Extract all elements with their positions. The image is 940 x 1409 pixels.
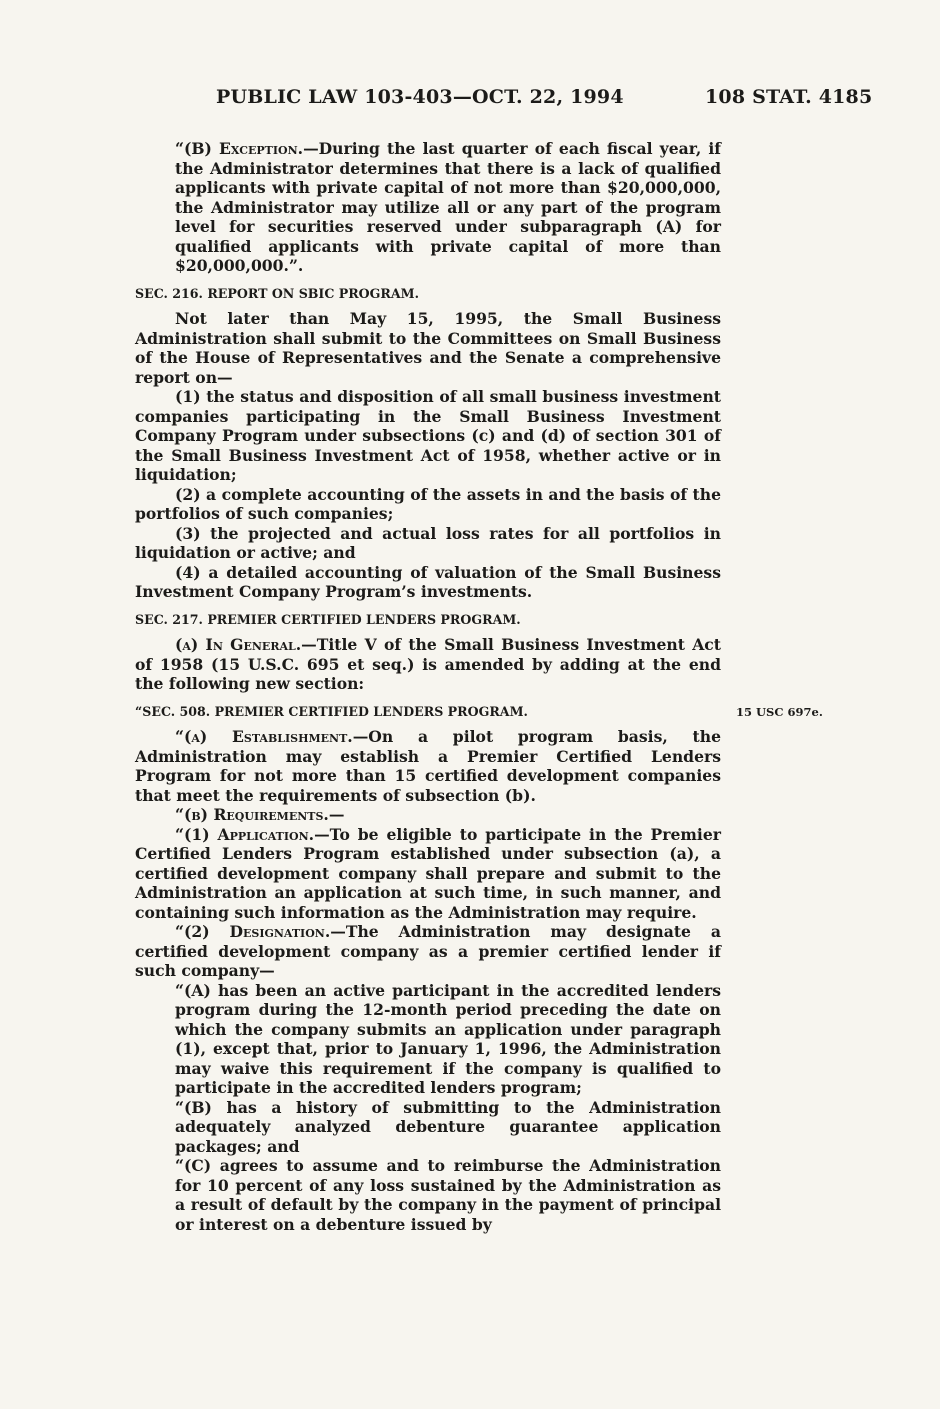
- paragraph-a-establishment: [135, 727, 721, 805]
- label-b2-designation: “(2) Designation.: [175, 922, 331, 941]
- label-b-exception: “(B) Exception.: [175, 139, 304, 158]
- margin-citation-note: 15 USC 697e.: [736, 705, 823, 719]
- label-b1-application: “(1) Application.: [175, 824, 315, 844]
- paragraph-b2-C: “(C) agrees to assume and to reimburse the Administration for 10 percent of any loss sustained by the Administration as a result of default by the company in the payment of principal or interest on a debenture issued by: [175, 1156, 721, 1234]
- text-b-exception: —During the last quarter of each fiscal year, if the Administrator determines that there is a lack of qualified applicants with private capital of not more than $20,000,000, the Administrator may utilize all or any part of the program level for securities reserved under subparagraph (A) for qualified applicants with private capital of more than $20,000,000.”.: [175, 139, 721, 275]
- page-header-stat-ref: 108 STAT. 4185: [705, 86, 873, 108]
- label-b-requirements: “(b) Requirements.: [175, 805, 329, 824]
- section-217-a: [135, 635, 721, 694]
- list-item-2: (2) a complete accounting of the assets in and the basis of the portfolios of such companies;: [135, 484, 721, 523]
- paragraph-b-exception: [135, 139, 721, 276]
- text-217-a: —Title V of the Small Business Investment Act of 1958 (15 U.S.C. 695 et seq.) is amended by adding at the end the following new section:: [135, 635, 721, 693]
- list-item-1: (1) the status and disposition of all small business investment companies participating in the Small Business Investment Company Program under subsections (c) and (d) of section 301 of the Small Business Investment Act of 1958, whether active or in liquidation;: [135, 387, 721, 484]
- page-header-title: PUBLIC LAW 103-403—OCT. 22, 1994: [216, 86, 624, 108]
- label-217-a: (a) In General.: [175, 635, 302, 654]
- text-b1-application: —To be eligible to participate in the Premier Certified Lenders Program established under subsection (a), a certified development company shall prepare and submit to the Administration an application at such time, in such manner, and containing such information as the Administration may require.: [135, 824, 721, 922]
- text-b-requirements-dash: —: [328, 805, 345, 824]
- text-b2-designation: —The Administration may designate a certified development company as a premier certified lender if such company—: [135, 922, 721, 980]
- list-item-3: (3) the projected and actual loss rates for all portfolios in liquidation or active; and: [135, 523, 721, 562]
- paragraph-b-requirements: [135, 805, 721, 825]
- section-217-heading: SEC. 217. PREMIER CERTIFIED LENDERS PROGRAM.: [135, 611, 521, 627]
- list-item-4: (4) a detailed accounting of valuation of the Small Business Investment Company Program’s investments.: [135, 562, 721, 601]
- paragraph-b2-designation: [135, 922, 721, 981]
- section-216-heading: SEC. 216. REPORT ON SBIC PROGRAM.: [135, 285, 419, 301]
- section-508-heading: “SEC. 508. PREMIER CERTIFIED LENDERS PROGRAM.: [135, 703, 528, 719]
- label-a-establishment: “(a) Establishment.: [175, 727, 353, 746]
- text-a-establishment: —On a pilot program basis, the Administration may establish a Premier Certified Lenders Program for not more than 15 certified development companies that meet the requirements of subsection (b).: [135, 727, 721, 805]
- paragraph-b1-application: [135, 825, 721, 923]
- section-216-intro: Not later than May 15, 1995, the Small Business Administration shall submit to the Committees on Small Business of the House of Representatives and the Senate a comprehensive report on—: [135, 309, 721, 387]
- paragraph-b2-A: “(A) has been an active participant in the accredited lenders program during the 12-month period preceding the date on which the company submits an application under paragraph (1), except that, prior to January 1, 1996, the Administration may waive this requirement if the company is qualified to participate in the accredited lenders program;: [175, 980, 721, 1097]
- paragraph-b2-B: “(B) has a history of submitting to the Administration adequately analyzed debenture guarantee application packages; and: [175, 1097, 721, 1156]
- document-body: [135, 139, 721, 1234]
